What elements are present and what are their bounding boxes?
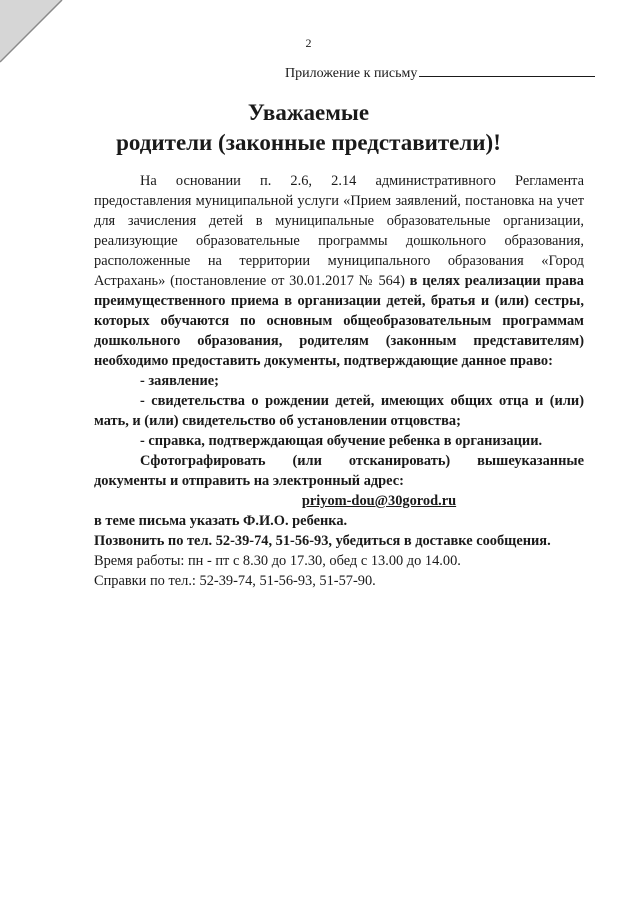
appendix-blank-line xyxy=(419,64,595,77)
email-address[interactable]: priyom-dou@30gorod.ru xyxy=(301,493,457,509)
appendix-label: Приложение к письму xyxy=(285,66,418,81)
list-item: - заявление; xyxy=(140,373,219,389)
work-hours: Время работы: пн - пт с 8.30 до 17.30, обед с 13.00 до 14.00. xyxy=(94,553,461,569)
scan-instruction: Сфотографировать (или отсканировать) вышеуказанные документы и отправить на электронный адрес: xyxy=(94,453,584,489)
list-item: - свидетельства о рождении детей, имеющих общих отца и (или) мать, и (или) свидетельство об установлении отцовства; xyxy=(94,393,584,429)
folded-corner xyxy=(0,0,70,70)
intro-regular-text: На основании п. 2.6, 2.14 административного Регламента предоставления муниципальной услуги «Прием заявлений, постановка на учет для зачисления детей в муниципальные образовательные организации, реализующие образовательные программы дошкольного образования, расположенные на территории муниципального образования «Город Астрахань» (постановление от 30.01.2017 № 564) xyxy=(94,173,584,289)
appendix-line xyxy=(285,64,595,82)
intro-bold-text: в целях реализации права преимущественного приема в организации детей, братья и (или) сестры, которых обучаются по основным общеобразовательным программам дошкольного образования, родителям (законным представителям) необходимо предоставить документы, подтверждающие данное право: xyxy=(94,273,584,369)
title-line-1: Уважаемые xyxy=(247,100,370,125)
list-item: - справка, подтверждающая обучение ребенка в организации. xyxy=(140,433,543,449)
subject-note: в теме письма указать Ф.И.О. ребенка. xyxy=(94,513,348,529)
page-number: 2 xyxy=(305,36,312,50)
info-phones: Справки по тел.: 52-39-74, 51-56-93, 51-57-90. xyxy=(94,573,376,589)
intro-paragraph xyxy=(94,171,584,371)
letter-body xyxy=(94,171,584,591)
call-note: Позвонить по тел. 52-39-74, 51-56-93, убедиться в доставке сообщения. xyxy=(94,533,551,549)
title-line-2: родители (законные представители)! xyxy=(116,130,501,155)
